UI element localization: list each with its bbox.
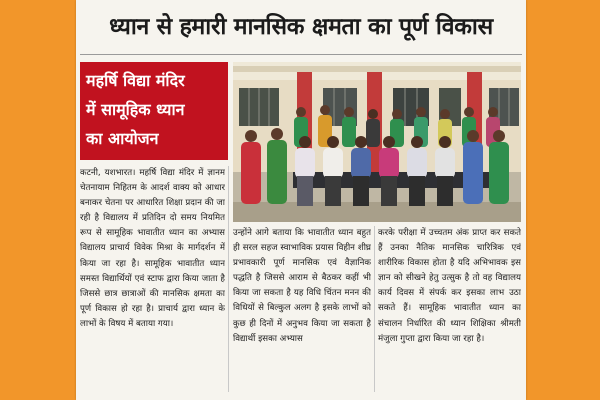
article-column-1: [80, 166, 225, 392]
subheading-line: में सामूहिक ध्यान: [86, 100, 185, 119]
article-paragraph: कटनी, यशभारत। महर्षि विद्या मंदिर में ज्ञानम चेतनायाम निहितम के आदर्श वाक्य को आधार बनाकर चेतना पर आधारित शिक्षा प्रदान की जा रही है विद्यालय में प्रतिदिन दो समय नियमित रूप से सामूहिक भावातीत ध्यान का अभ्यास विद्यालय प्राचार्य विवेक मिश्रा के मार्गदर्शन में किया जा रहा है। सामूहिक भावातीत ध्यान समस्त विद्यार्थियों एवं स्टाफ द्वारा किया जाता है जिससे छात्र छात्राओं की मानसिक क्षमता का पूर्ण विकास हो रहा है। प्राचार्य द्वारा ध्यान के लाभों के विषय में बताया गया।: [80, 168, 225, 329]
article-column-3: [378, 226, 521, 392]
headline: ध्यान से हमारी मानसिक क्षमता का पूर्ण विकास: [109, 14, 493, 40]
newspaper-clipping: [76, 0, 526, 400]
subheading-line: का आयोजन: [86, 129, 159, 148]
subheading-box: [80, 62, 228, 160]
article-paragraph: उन्होंने आगे बताया कि भावातीत ध्यान बहुत ही सरल सहज स्वाभाविक प्रयास विहीन शीघ्र प्रभावकारी पूर्ण मानसिक एवं वैज्ञानिक पद्धति है जिससे आराम से बैठकर कहीं भी किया जा सकता है यह विधि चिंतन मनन की विधियों से बिल्कुल अलग है इसके लाभों को कुछ ही दिनों में अनुभव किया जा सकता है विद्यार्थी इसका अभ्यास: [233, 228, 371, 344]
column-divider: [374, 226, 375, 392]
article-paragraph: करके परीक्षा में उच्चतम अंक प्राप्त कर सकते हैं उनका नैतिक मानसिक चारित्रिक एवं शारीरिक विकास होता है यदि अभिभावक इस ज्ञान को सीखने हेतु उत्सुक है तो वह विद्यालय कार्य दिवस में संपर्क कर इसका लाभ उठा सकते हैं। सामूहिक भावातीत ध्यान का संचालन निर्धारित की ध्यान शिक्षिका श्रीमती मंजुला गुप्ता द्वारा किया जा रहा है।: [378, 228, 521, 344]
subheading-line: महर्षि विद्या मंदिर: [86, 71, 185, 90]
column-divider: [228, 166, 229, 392]
group-photo-image: [233, 62, 521, 222]
group-photo: [233, 62, 521, 222]
headline-rule: [80, 54, 522, 55]
article-column-2: [233, 226, 371, 392]
